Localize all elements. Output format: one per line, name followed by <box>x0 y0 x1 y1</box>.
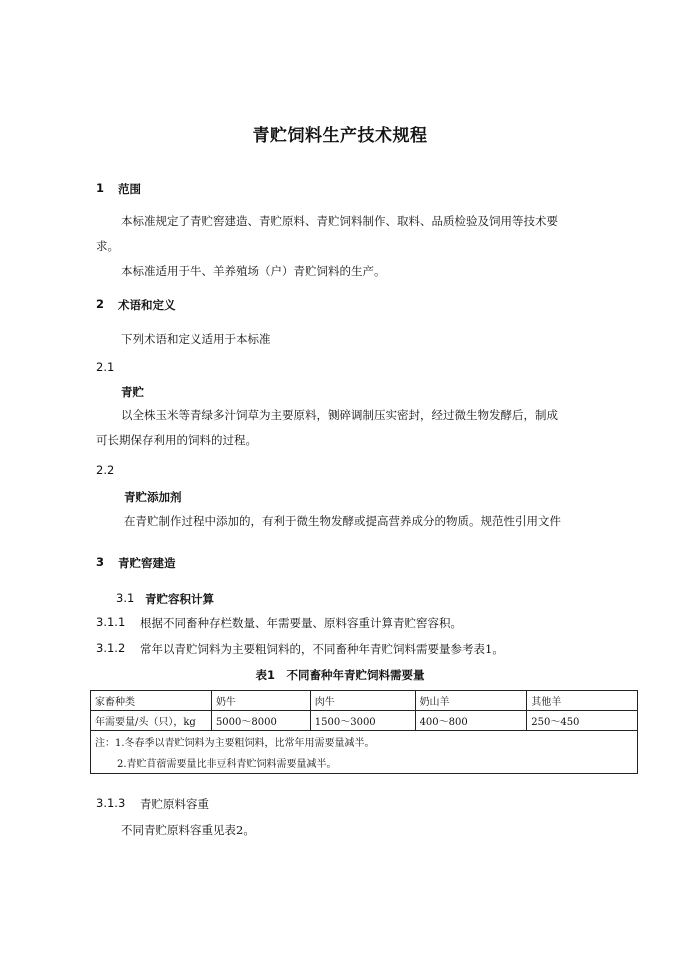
section-3-heading: 青贮窖建造 <box>118 556 176 570</box>
section-1-number: 1 <box>96 181 105 195</box>
section-1-paragraph-2: 本标准适用于牛、羊养殖场（户）青贮饲料的生产。 <box>121 264 386 278</box>
table-header-row <box>91 691 638 711</box>
section-1-heading: 范围 <box>118 182 141 196</box>
document-title: 青贮饲料生产技术规程 <box>252 126 428 146</box>
table-note-2: 2.青贮苜蓿需要量比非豆科青贮饲料需要量减半。 <box>91 751 638 774</box>
clause-3-1-3-text: 不同青贮原料容重见表2。 <box>121 823 255 837</box>
clause-3-1-2-text: 常年以青贮饲料为主要粗饲料的，不同畜种年青贮饲料需要量参考表1。 <box>140 642 504 656</box>
section-2-intro: 下列术语和定义适用于本标准 <box>121 332 271 346</box>
clause-3-1-1-text: 根据不同畜种存栏数量、年需要量、原料容重计算青贮窖容积。 <box>140 616 462 630</box>
section-3-1-heading: 青贮容积计算 <box>145 592 214 606</box>
term-2-2-definition: 在青贮制作过程中添加的，有利于微生物发酵或提高营养成分的物质。规范性引用文件 <box>124 514 561 528</box>
term-2-1-name: 青贮 <box>121 385 144 399</box>
table-1 <box>90 690 638 774</box>
table-note-row <box>91 731 638 752</box>
section-3-number: 3 <box>96 555 105 569</box>
table-cell: 250～450 <box>527 711 638 731</box>
section-2-heading: 术语和定义 <box>118 298 176 312</box>
section-1-paragraph-1b: 求。 <box>96 239 119 253</box>
section-3-1-number: 3.1 <box>116 591 135 605</box>
table-note-row <box>91 751 638 774</box>
section-1-paragraph-1a: 本标准规定了青贮窖建造、青贮原料、青贮饲料制作、取料、品质检验及饲用等技术要 <box>121 214 558 228</box>
clause-3-1-3-heading: 青贮原料容重 <box>140 797 209 811</box>
table-1-caption: 表1 不同畜种年青贮饲料需要量 <box>255 668 425 682</box>
table-cell: 5000～8000 <box>211 711 310 731</box>
table-row <box>91 711 638 731</box>
table-cell: 400～800 <box>415 711 527 731</box>
term-2-2-number: 2.2 <box>96 463 115 477</box>
term-2-1-number: 2.1 <box>96 360 115 374</box>
term-2-1-definition-a: 以全株玉米等青绿多汁饲草为主要原料，铡碎调制压实密封，经过微生物发酵后，制成 <box>121 408 558 422</box>
clause-3-1-2-number: 3.1.2 <box>96 641 126 655</box>
table-note-1: 注：1.冬春季以青贮饲料为主要粗饲料，比常年用需要量减半。 <box>91 731 638 752</box>
term-2-1-definition-b: 可长期保存利用的饲料的过程。 <box>96 433 257 447</box>
term-2-2-name: 青贮添加剂 <box>124 490 182 504</box>
table-cell: 年需要量/头（只），kg <box>91 711 212 731</box>
clause-3-1-3-number: 3.1.3 <box>96 796 126 810</box>
table-header-cell: 肉牛 <box>310 691 415 711</box>
table-header-cell: 奶山羊 <box>415 691 527 711</box>
table-header-cell: 奶牛 <box>211 691 310 711</box>
section-2-number: 2 <box>96 297 105 311</box>
table-cell: 1500～3000 <box>310 711 415 731</box>
table-header-cell: 其他羊 <box>527 691 638 711</box>
table-header-cell: 家畜种类 <box>91 691 212 711</box>
clause-3-1-1-number: 3.1.1 <box>96 615 126 629</box>
